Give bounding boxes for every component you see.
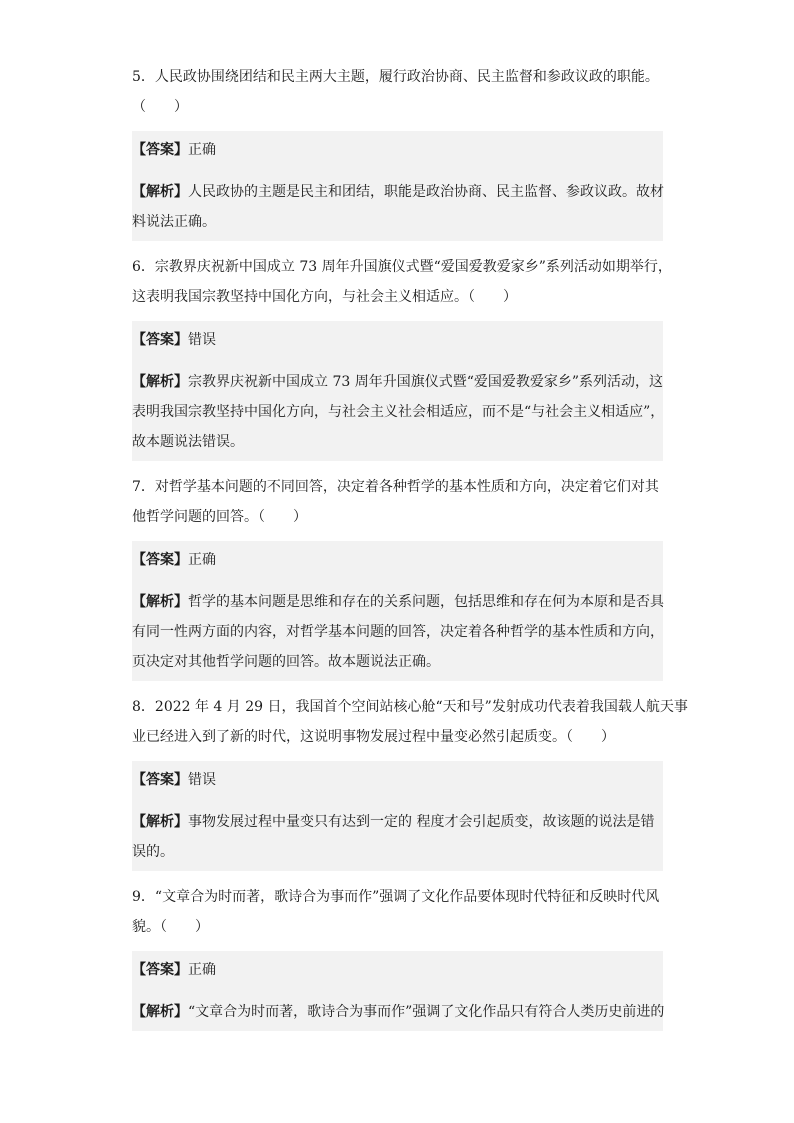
answer-line xyxy=(132,545,663,575)
question-line: 他哲学问题的回答。（ ） xyxy=(132,509,307,525)
analysis-line: 表明我国宗教坚持中国化方向，与社会主义社会相适应，而不是“与社会主义相适应”， xyxy=(132,404,665,420)
answer-value: 错误 xyxy=(188,332,216,348)
question-line: 7．对哲学基本问题的不同回答，决定着各种哲学的基本性质和方向，决定着它们对其 xyxy=(132,479,659,495)
analysis-label: 【解析】 xyxy=(132,374,188,390)
question-line: 6．宗教界庆祝新中国成立 73 周年升国旗仪式暨“爱国爱教爱家乡”系列活动如期举行， xyxy=(132,259,672,275)
question-5 xyxy=(132,60,663,122)
analysis-line xyxy=(132,997,663,1027)
answer-label: 【答案】 xyxy=(132,772,188,788)
question-9 xyxy=(132,880,663,942)
analysis-line: 页决定对其他哲学问题的回答。故本题说法正确。 xyxy=(132,654,440,670)
answer-block-8 xyxy=(132,761,663,871)
question-line: 业已经进入到了新的时代，这说明事物发展过程中量变必然引起质变。（ ） xyxy=(132,729,615,745)
answer-value: 错误 xyxy=(188,772,216,788)
question-line: 貌。（ ） xyxy=(132,919,209,935)
answer-value: 正确 xyxy=(188,962,216,978)
answer-block-9 xyxy=(132,951,663,1031)
question-line: 5．人民政协围绕团结和民主两大主题，履行政治协商、民主监督和参政议政的职能。 xyxy=(132,69,659,85)
question-line: （ ） xyxy=(132,99,188,115)
answer-value: 正确 xyxy=(188,552,216,568)
answer-label: 【答案】 xyxy=(132,332,188,348)
document-content xyxy=(132,60,688,1040)
answer-line xyxy=(132,765,663,795)
analysis-label: 【解析】 xyxy=(132,184,188,200)
answer-label: 【答案】 xyxy=(132,142,188,158)
analysis-text: 宗教界庆祝新中国成立 73 周年升国旗仪式暨“爱国爱教爱家乡”系列活动，这 xyxy=(188,374,664,390)
analysis-line: 误的。 xyxy=(132,844,174,860)
analysis-label: 【解析】 xyxy=(132,594,188,610)
question-line: 9．“文章合为时而著，歌诗合为事而作”强调了文化作品要体现时代特征和反映时代风 xyxy=(132,889,660,905)
question-6 xyxy=(132,250,672,312)
analysis-label: 【解析】 xyxy=(132,1004,188,1020)
answer-value: 正确 xyxy=(188,142,216,158)
question-line: 8．2022 年 4 月 29 日，我国首个空间站核心舱“天和号”发射成功代表着我国载人航天事 xyxy=(132,699,688,715)
answer-label: 【答案】 xyxy=(132,552,188,568)
analysis-line xyxy=(132,807,663,837)
question-line: 这表明我国宗教坚持中国化方向，与社会主义相适应。（ ） xyxy=(132,289,517,305)
analysis-line xyxy=(132,587,663,617)
question-8 xyxy=(132,690,688,752)
answer-block-7 xyxy=(132,541,663,681)
analysis-text: 人民政协的主题是民主和团结，职能是政治协商、民主监督、参政议政。故材 xyxy=(188,184,664,200)
answer-block-6 xyxy=(132,321,663,461)
analysis-text: 事物发展过程中量变只有达到一定的 程度才会引起质变，故该题的说法是错 xyxy=(188,814,655,830)
answer-line xyxy=(132,135,663,165)
answer-block-5 xyxy=(132,131,663,241)
analysis-line xyxy=(132,177,663,207)
analysis-label: 【解析】 xyxy=(132,814,188,830)
answer-line xyxy=(132,955,663,985)
analysis-text: “文章合为时而著，歌诗合为事而作”强调了文化作品只有符合人类历史前进的 xyxy=(188,1004,665,1020)
answer-line xyxy=(132,325,663,355)
analysis-line: 料说法正确。 xyxy=(132,214,216,230)
question-7 xyxy=(132,470,663,532)
answer-label: 【答案】 xyxy=(132,962,188,978)
analysis-line xyxy=(132,367,663,397)
analysis-line: 故本题说法错误。 xyxy=(132,434,244,450)
analysis-text: 哲学的基本问题是思维和存在的关系问题，包括思维和存在何为本原和是否具 xyxy=(188,594,664,610)
analysis-line: 有同一性两方面的内容，对哲学基本问题的回答，决定着各种哲学的基本性质和方向， xyxy=(132,624,664,640)
